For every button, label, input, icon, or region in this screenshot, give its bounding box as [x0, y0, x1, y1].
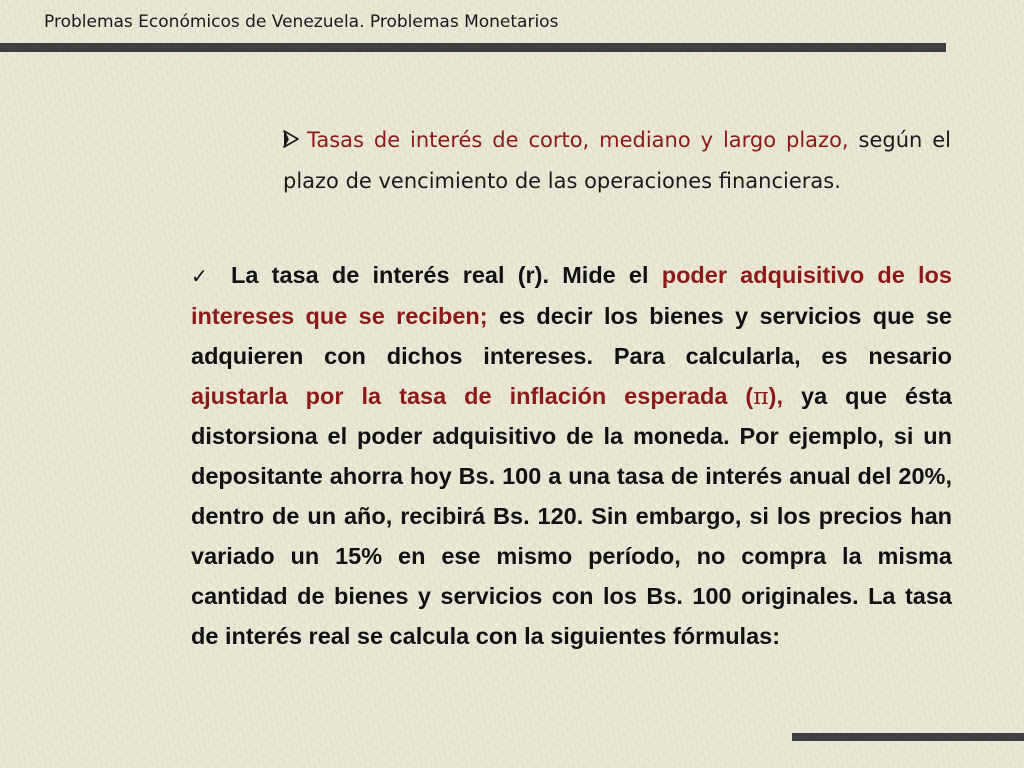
- bullet-2-inflation-text: ajustarla por la tasa de inflación esperada (: [191, 383, 754, 409]
- bullet-2-text-2: es decir los bienes y servicios que se adquieren con dichos intereses. Para calcularla, es nesario: [191, 303, 952, 369]
- bullet-real-interest-rate: [191, 255, 952, 656]
- bullet-2-text-1: La tasa de interés real (r). Mide el: [231, 262, 662, 288]
- pi-symbol: π: [753, 382, 769, 410]
- checkmark-icon: ✓: [191, 264, 208, 288]
- bullet-1-accent-text: Tasas de interés de corto, mediano y largo plazo,: [307, 128, 849, 152]
- bullet-2-text-3: ya que ésta distorsiona el poder adquisitivo de la moneda. Por ejemplo, si un depositante ahorra hoy Bs. 100 a una tasa de interés anual del 20%, dentro de un año, recibirá Bs. 120. Sin embargo, si los precios han variado un 15% en ese mismo período, no compra la misma cantidad de bienes y servicios con los Bs. 100 originales. La tasa de interés real se calcula con la siguientes fórmulas:: [191, 383, 952, 649]
- bullet-2-inflation-close: ),: [768, 383, 784, 409]
- header-divider: [0, 43, 946, 52]
- slide-header-title: Problemas Económicos de Venezuela. Problemas Monetarios: [44, 12, 559, 32]
- bullet-2-highlight-inflation: [191, 383, 783, 409]
- footer-divider: [792, 733, 1024, 741]
- bullet-2-highlight-purchasing-power: poder adquisitivo de los intereses que se reciben;: [191, 262, 952, 329]
- bullet-1-text: según el plazo de vencimiento de las operaciones financieras.: [283, 128, 951, 193]
- bullet-interest-terms: [283, 120, 951, 201]
- arrow-bullet-icon: [283, 121, 299, 161]
